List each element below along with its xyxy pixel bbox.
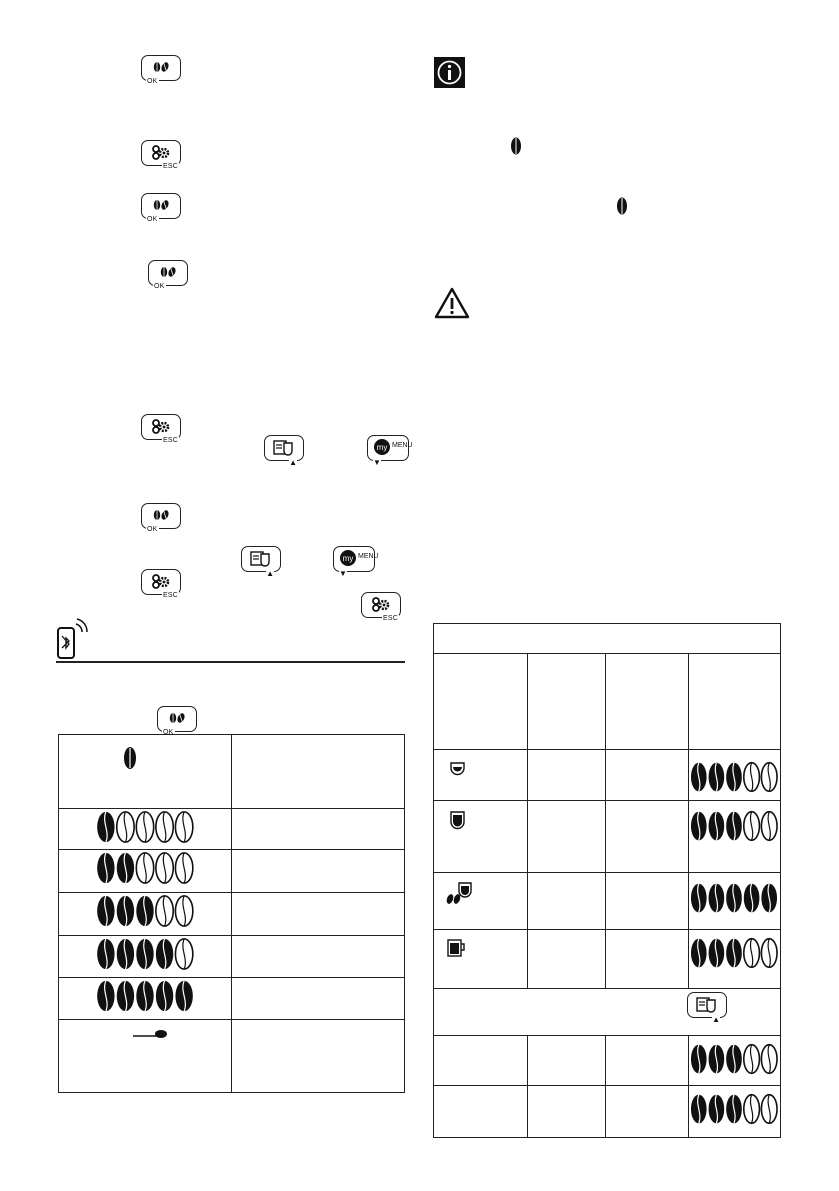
coffee-beans-icon bbox=[149, 261, 189, 285]
beverage-row-beans bbox=[689, 801, 781, 873]
info-icon bbox=[434, 57, 466, 89]
aroma-row bbox=[59, 936, 232, 978]
ok-label: OK bbox=[154, 283, 165, 290]
beverage-row-beans bbox=[689, 930, 781, 989]
menu-label: MENU bbox=[358, 553, 379, 560]
ok-button[interactable] bbox=[148, 260, 188, 290]
up-arrow-icon: ▲ bbox=[266, 569, 274, 578]
my-menu-down-button[interactable] bbox=[333, 546, 379, 578]
aroma-row bbox=[59, 850, 232, 893]
esc-button[interactable] bbox=[141, 414, 181, 444]
coffee-scoop-icon bbox=[131, 1026, 171, 1042]
gear-settings-icon bbox=[142, 415, 182, 439]
doppio-row-icon-cell bbox=[434, 873, 528, 930]
coffee-bean-icon bbox=[121, 745, 141, 771]
beverages-up-button[interactable] bbox=[687, 992, 727, 1024]
coffee-bean-icon bbox=[615, 196, 629, 216]
esc-button[interactable] bbox=[141, 140, 181, 170]
beverage-subheader bbox=[434, 989, 781, 1036]
aroma-table bbox=[58, 734, 405, 1093]
beverage-row-beans bbox=[689, 1086, 781, 1138]
up-arrow-icon: ▲ bbox=[289, 458, 297, 467]
beverage-row-beans bbox=[689, 750, 781, 801]
esc-label: ESC bbox=[163, 592, 178, 599]
pre-ground-row bbox=[59, 1020, 232, 1093]
ok-label: OK bbox=[163, 729, 174, 736]
beverage-list-icon bbox=[242, 547, 282, 571]
beverage-table-header bbox=[434, 624, 781, 654]
gear-settings-icon bbox=[362, 593, 402, 617]
down-arrow-icon: ▼ bbox=[339, 569, 347, 578]
aroma-row bbox=[59, 809, 232, 850]
coffee-beans-icon bbox=[158, 707, 198, 731]
coffee-cup-icon bbox=[448, 809, 468, 831]
gear-settings-icon bbox=[142, 570, 182, 594]
doppio-beans-cup-icon bbox=[445, 881, 475, 907]
my-menu-down-button[interactable] bbox=[367, 435, 413, 467]
coffee-beans-icon bbox=[142, 56, 182, 80]
mug-icon bbox=[446, 938, 468, 960]
aroma-header-desc bbox=[232, 735, 405, 809]
warning-triangle-icon bbox=[433, 286, 471, 320]
ok-button[interactable] bbox=[141, 503, 181, 533]
ok-label: OK bbox=[147, 526, 158, 533]
esc-label: ESC bbox=[163, 163, 178, 170]
espresso-row-icon-cell bbox=[434, 750, 528, 801]
coffee-bean-icon bbox=[509, 136, 523, 156]
gear-settings-icon bbox=[142, 141, 182, 165]
coffee-row-icon-cell bbox=[434, 801, 528, 873]
espresso-cup-icon bbox=[448, 758, 468, 778]
beverage-list-icon bbox=[265, 436, 305, 460]
esc-button[interactable] bbox=[141, 569, 181, 599]
beverages-up-button[interactable] bbox=[241, 546, 281, 578]
esc-label: ESC bbox=[163, 437, 178, 444]
beverage-row-beans bbox=[689, 1036, 781, 1086]
ok-button[interactable] bbox=[141, 55, 181, 85]
beverages-up-button[interactable] bbox=[264, 435, 304, 467]
ok-button[interactable] bbox=[141, 193, 181, 223]
up-arrow-icon: ▲ bbox=[712, 1015, 720, 1024]
aroma-row bbox=[59, 978, 232, 1020]
esc-button[interactable] bbox=[361, 592, 401, 622]
coffee-beans-icon bbox=[142, 194, 182, 218]
ok-label: OK bbox=[147, 78, 158, 85]
aroma-header-cell bbox=[59, 735, 232, 809]
smartphone-bluetooth-icon bbox=[56, 618, 92, 662]
menu-label: MENU bbox=[392, 442, 413, 449]
ok-label: OK bbox=[147, 216, 158, 223]
esc-label: ESC bbox=[383, 615, 398, 622]
beverage-row-beans bbox=[689, 873, 781, 930]
beverage-list-icon bbox=[688, 993, 728, 1017]
section-divider bbox=[56, 661, 405, 663]
ok-button[interactable] bbox=[157, 706, 197, 736]
coffee-beans-icon bbox=[142, 504, 182, 528]
beverage-table bbox=[433, 623, 781, 1138]
down-arrow-icon: ▼ bbox=[373, 458, 381, 467]
mug-row-icon-cell bbox=[434, 930, 528, 989]
aroma-row bbox=[59, 893, 232, 936]
